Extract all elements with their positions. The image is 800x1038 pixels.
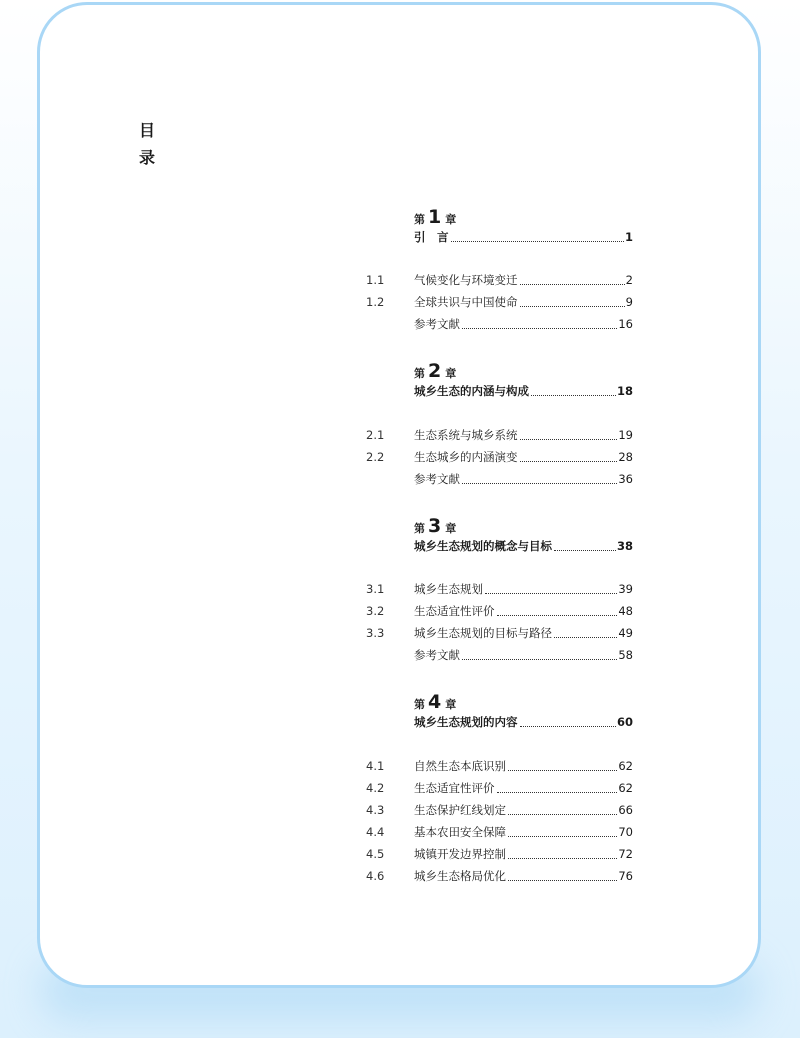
page-number: 19 xyxy=(618,428,633,442)
dot-leader xyxy=(508,845,617,859)
section-title: 城乡生态规划的目标与路径 xyxy=(414,626,552,640)
section-number: 4.4 xyxy=(366,825,385,839)
dot-leader xyxy=(520,271,625,285)
chapter-title: 城乡生态规划的概念与目标 xyxy=(414,539,552,553)
toc-section-row[interactable] xyxy=(366,426,633,444)
chapter-title-row[interactable] xyxy=(366,228,633,246)
toc-section-row[interactable] xyxy=(366,448,633,466)
section-title: 参考文献 xyxy=(414,648,460,662)
dot-leader xyxy=(554,537,616,551)
toc-section-row[interactable] xyxy=(366,624,633,642)
section-title: 生态适宜性评价 xyxy=(414,604,495,618)
chapter-prefix: 第 xyxy=(414,698,425,711)
toc-section-row[interactable] xyxy=(366,315,633,333)
page-number: 2 xyxy=(625,273,633,287)
chapter-suffix: 章 xyxy=(445,367,457,380)
section-number: 4.6 xyxy=(366,869,385,883)
dot-leader xyxy=(554,624,617,638)
page-number: 72 xyxy=(618,847,633,861)
page-number: 70 xyxy=(618,825,633,839)
section-title: 全球共识与中国使命 xyxy=(414,295,518,309)
chapter-heading xyxy=(414,206,456,228)
section-title: 生态保护红线划定 xyxy=(414,803,506,817)
section-title: 自然生态本底识别 xyxy=(414,759,506,773)
page-number: 28 xyxy=(618,450,633,464)
toc-section-row[interactable] xyxy=(366,845,633,863)
section-title: 城乡生态规划 xyxy=(414,582,483,596)
dot-leader xyxy=(462,470,617,484)
toc-title-char: 录 xyxy=(139,148,157,167)
chapter-prefix: 第 xyxy=(414,367,425,380)
toc-section-row[interactable] xyxy=(366,867,633,885)
toc-section-row[interactable] xyxy=(366,779,633,797)
dot-leader xyxy=(520,293,625,307)
dot-leader xyxy=(451,228,624,242)
section-title: 生态城乡的内涵演变 xyxy=(414,450,518,464)
dot-leader xyxy=(508,823,617,837)
section-title: 参考文献 xyxy=(414,472,460,486)
chapter-title-row[interactable] xyxy=(366,537,633,555)
section-title: 气候变化与环境变迁 xyxy=(414,273,518,287)
chapter-number: 4 xyxy=(428,691,442,713)
chapter-suffix: 章 xyxy=(445,213,457,226)
dot-leader xyxy=(485,580,617,594)
dot-leader xyxy=(462,315,617,329)
page-number: 49 xyxy=(618,626,633,640)
section-number: 3.3 xyxy=(366,626,385,640)
section-number: 4.2 xyxy=(366,781,385,795)
chapter-suffix: 章 xyxy=(445,522,457,535)
page-number: 16 xyxy=(618,317,633,331)
dot-leader xyxy=(508,801,617,815)
toc-title-char: 目 xyxy=(139,121,157,140)
toc-section-row[interactable] xyxy=(366,470,633,488)
dot-leader xyxy=(520,713,616,727)
page-number: 62 xyxy=(618,781,633,795)
page-number: 62 xyxy=(618,759,633,773)
toc-section-row[interactable] xyxy=(366,823,633,841)
chapter-suffix: 章 xyxy=(445,698,457,711)
dot-leader xyxy=(508,757,617,771)
section-number: 1.2 xyxy=(366,295,385,309)
toc-section-row[interactable] xyxy=(366,646,633,664)
chapter-prefix: 第 xyxy=(414,213,425,226)
dot-leader xyxy=(497,779,618,793)
toc-section-row[interactable] xyxy=(366,757,633,775)
chapter-heading xyxy=(414,691,456,713)
toc-section-row[interactable] xyxy=(366,580,633,598)
toc-section-row[interactable] xyxy=(366,602,633,620)
chapter-number: 2 xyxy=(428,360,442,382)
toc-section-row[interactable] xyxy=(366,271,633,289)
page-number: 9 xyxy=(625,295,633,309)
chapter-number: 3 xyxy=(428,515,442,537)
dot-leader xyxy=(462,646,617,660)
section-number: 4.1 xyxy=(366,759,385,773)
dot-leader xyxy=(531,382,616,396)
page-number: 76 xyxy=(618,869,633,883)
page-number: 1 xyxy=(624,230,633,244)
chapter-heading xyxy=(414,360,456,382)
section-title: 生态系统与城乡系统 xyxy=(414,428,518,442)
section-number: 1.1 xyxy=(366,273,385,287)
page-number: 66 xyxy=(618,803,633,817)
toc-title xyxy=(139,117,156,171)
section-number: 3.2 xyxy=(366,604,385,618)
chapter-heading xyxy=(414,515,456,537)
section-number: 2.2 xyxy=(366,450,385,464)
page-number: 48 xyxy=(618,604,633,618)
section-number: 3.1 xyxy=(366,582,385,596)
chapter-title: 城乡生态规划的内容 xyxy=(414,715,518,729)
section-title: 城镇开发边界控制 xyxy=(414,847,506,861)
toc-section-row[interactable] xyxy=(366,293,633,311)
dot-leader xyxy=(497,602,618,616)
toc-section-row[interactable] xyxy=(366,801,633,819)
chapter-number: 1 xyxy=(428,206,442,228)
page-number: 18 xyxy=(616,384,633,398)
page-number: 39 xyxy=(618,582,633,596)
chapter-prefix: 第 xyxy=(414,522,425,535)
section-title: 城乡生态格局优化 xyxy=(414,869,506,883)
section-title: 生态适宜性评价 xyxy=(414,781,495,795)
chapter-title: 引 言 xyxy=(414,230,449,244)
section-number: 4.3 xyxy=(366,803,385,817)
dot-leader xyxy=(508,867,617,881)
page-number: 60 xyxy=(616,715,633,729)
dot-leader xyxy=(520,426,618,440)
section-number: 4.5 xyxy=(366,847,385,861)
section-title: 基本农田安全保障 xyxy=(414,825,506,839)
chapter-title-row[interactable] xyxy=(366,713,633,731)
chapter-title-row[interactable] xyxy=(366,382,633,400)
page-number: 36 xyxy=(618,472,633,486)
page-number: 38 xyxy=(616,539,633,553)
page-number: 58 xyxy=(618,648,633,662)
section-title: 参考文献 xyxy=(414,317,460,331)
chapter-title: 城乡生态的内涵与构成 xyxy=(414,384,529,398)
section-number: 2.1 xyxy=(366,428,385,442)
dot-leader xyxy=(520,448,618,462)
